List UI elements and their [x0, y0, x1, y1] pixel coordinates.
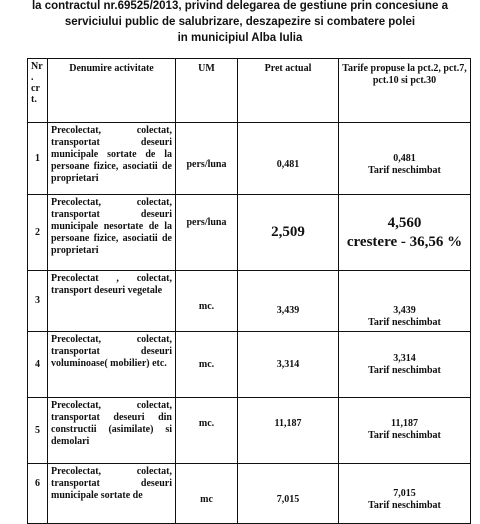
header-nr-part: cr [31, 83, 40, 94]
row-nr: 4 [28, 332, 48, 398]
row-nr: 6 [28, 464, 48, 524]
heading-line-2: serviciului public de salubrizare, deszapezire si combatere polei [64, 16, 416, 28]
tarif-note: Tarif neschimbat [368, 164, 441, 176]
table-row [28, 464, 471, 524]
document-heading [0, 0, 480, 46]
row-denumire: Precolectat, colectat, transportat deseuri municipale nesortate de la persoane fizice, asociatii de proprietari [48, 195, 176, 271]
row-um: pers/luna [176, 195, 238, 271]
row-nr: 5 [28, 398, 48, 464]
table-row [28, 195, 471, 271]
row-tarif [339, 332, 471, 398]
tarif-note: Tarif neschimbat [368, 499, 441, 511]
header-nr-part: t. [31, 94, 37, 105]
tarif-note: Tarif neschimbat [368, 364, 441, 376]
row-um: mc. [176, 332, 238, 398]
row-pret [238, 195, 339, 271]
table-row [28, 271, 471, 332]
tarif-note: crestere - 36,56 % [346, 233, 463, 250]
tariff-table [27, 58, 471, 524]
row-nr: 1 [28, 123, 48, 195]
tarif-value: 3,439 [393, 305, 416, 316]
row-tarif [339, 464, 471, 524]
row-denumire: Precolectat , colectat, transport deseuri vegetale [48, 271, 176, 332]
row-tarif [339, 195, 471, 271]
row-tarif [339, 398, 471, 464]
heading-line-3: in municipiul Alba Iulia [177, 32, 303, 44]
tarif-note: Tarif neschimbat [368, 317, 441, 328]
row-tarif [339, 123, 471, 195]
table-row [28, 398, 471, 464]
row-pret: 3,314 [238, 332, 339, 398]
row-nr: 2 [28, 195, 48, 271]
table-header-row [28, 59, 471, 123]
row-denumire: Precolectat, colectat, transportat deseuri din constructii (asimilate) si demolari [48, 398, 176, 464]
header-nr-part: . [31, 72, 34, 83]
row-denumire: Precolectat, colectat, transportat deseuri municipale sortate de [48, 464, 176, 524]
row-um: pers/luna [176, 123, 238, 195]
row-denumire: Precolectat, colectat, transportat deseuri voluminoase( mobilier) etc. [48, 332, 176, 398]
header-nr [28, 59, 48, 123]
table-row [28, 332, 471, 398]
header-pret: Pret actual [238, 59, 339, 123]
tarif-value: 4,560 [387, 214, 422, 231]
row-nr: 3 [28, 271, 48, 332]
row-pret: 3,439 [238, 271, 339, 332]
row-um: mc. [176, 271, 238, 332]
row-pret-big: 2,509 [271, 224, 305, 240]
header-denumire: Denumire activitate [48, 59, 176, 123]
header-tarif: Tarife propuse la pct.2, pct.7, pct.10 si pct.30 [339, 59, 471, 123]
row-denumire: Precolectat, colectat, transportat deseuri municipale sortate de la persoane fizice, asociatii de proprietari [48, 123, 176, 195]
tarif-value: 0,481 [393, 152, 416, 164]
table-row [28, 123, 471, 195]
tarif-value: 3,314 [393, 352, 416, 364]
header-nr-part: Nr [31, 61, 43, 72]
tarif-value: 7,015 [393, 487, 416, 499]
heading-line-1: la contractul nr.69525/2013, privind delegarea de gestiune prin concesiune a [31, 0, 449, 12]
row-pret: 7,015 [238, 464, 339, 524]
row-pret: 11,187 [238, 398, 339, 464]
header-um: UM [176, 59, 238, 123]
tarif-note: Tarif neschimbat [368, 430, 441, 441]
row-pret: 0,481 [238, 123, 339, 195]
row-um: mc. [176, 398, 238, 464]
row-um: mc [176, 464, 238, 524]
tarif-value: 11,187 [391, 418, 418, 429]
row-tarif [339, 271, 471, 332]
